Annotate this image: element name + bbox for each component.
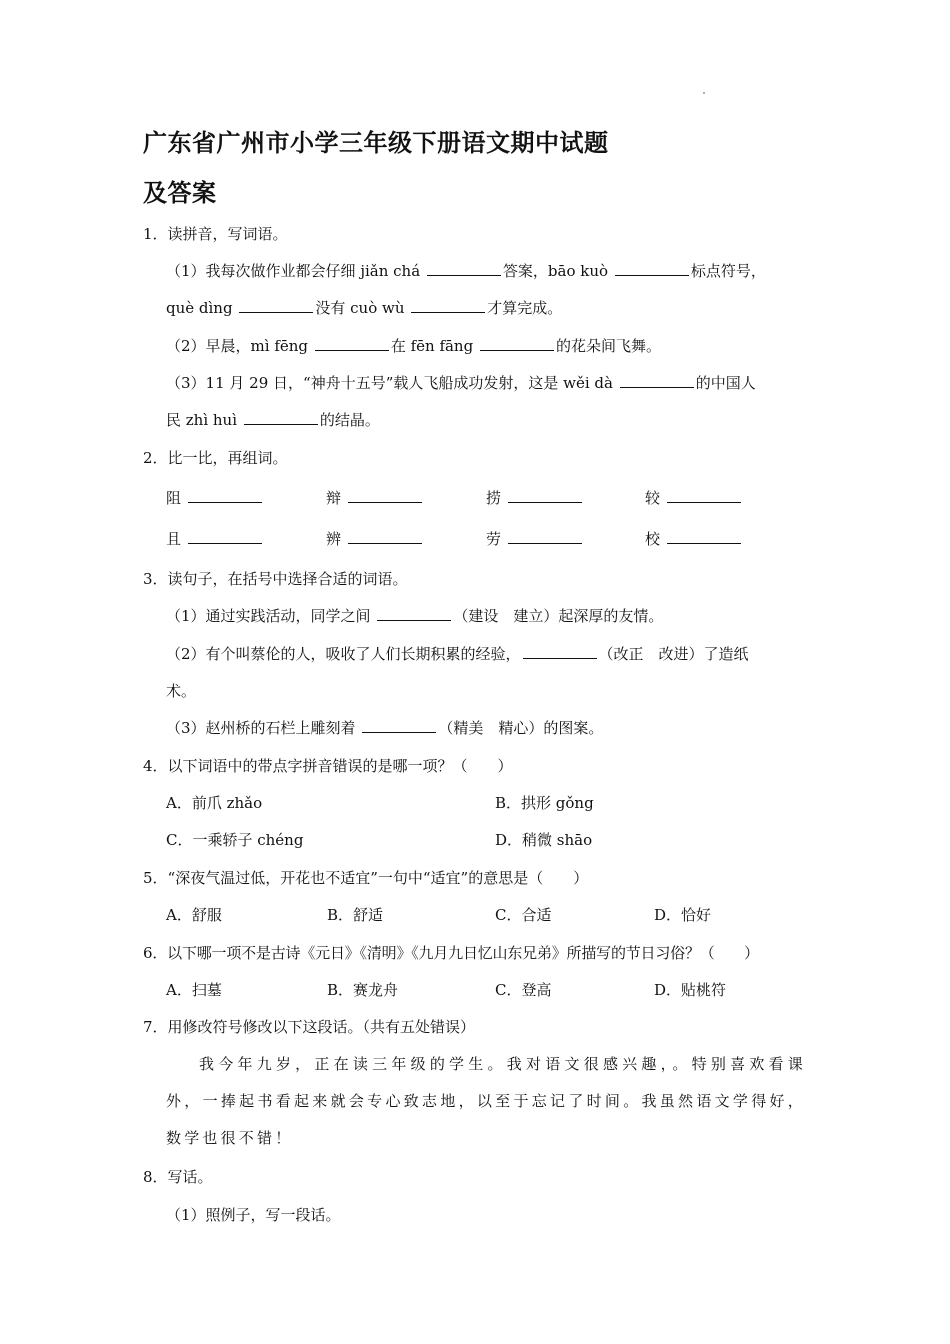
q2-item: 捞	[486, 488, 584, 508]
answer-blank[interactable]	[427, 261, 501, 276]
q3-sentence1: （1）通过实践活动，同学之间 （建设 建立）起深厚的友情。	[166, 607, 664, 625]
answer-blank[interactable]	[508, 529, 582, 544]
q2-item: 校	[645, 529, 743, 549]
answer-blank[interactable]	[480, 336, 554, 351]
q3-heading: 3．读句子，在括号中选择合适的词语。	[143, 570, 408, 588]
q2-heading: 2．比一比，再组词。	[143, 449, 288, 467]
page-title-line2: 及答案	[143, 179, 217, 207]
q6-option-b[interactable]: B．赛龙舟	[327, 981, 399, 999]
q3-sentence3: （3）赵州桥的石栏上雕刻着 （精美 精心）的图案。	[166, 719, 604, 737]
q1-part1-line2: què dìng 没有 cuò wù 才算完成。	[166, 299, 563, 317]
answer-blank[interactable]	[508, 488, 582, 503]
answer-blank[interactable]	[377, 606, 451, 621]
q4-option-c[interactable]: C．一乘轿子 chéng	[166, 831, 304, 849]
q1-part3-line1: （3）11 月 29 日，“神舟十五号”载人飞船成功发射，这是 wěi dà 的中国人	[166, 374, 756, 392]
q2-item: 且	[166, 529, 264, 549]
q7-heading: 7．用修改符号修改以下这段话。（共有五处错误）	[143, 1018, 476, 1036]
q2-item: 劳	[486, 529, 584, 549]
q4-option-d[interactable]: D．稍微 shāo	[495, 831, 593, 849]
page-mark	[703, 92, 705, 94]
q5-option-a[interactable]: A．舒服	[166, 906, 222, 924]
q1-heading: 1．读拼音，写词语。	[143, 225, 288, 243]
answer-blank[interactable]	[615, 261, 689, 276]
answer-blank[interactable]	[523, 644, 597, 659]
q5-heading: 5．“深夜气温过低，开花也不适宜”一句中“适宜”的意思是（ ）	[143, 869, 589, 887]
answer-blank[interactable]	[667, 488, 741, 503]
q6-heading: 6．以下哪一项不是古诗《元日》《清明》《九月九日忆山东兄弟》所描写的节日习俗？（ ）	[143, 944, 759, 962]
q6-option-a[interactable]: A．扫墓	[166, 981, 222, 999]
q6-option-d[interactable]: D．贴桃符	[654, 981, 727, 999]
page-title-line1: 广东省广州市小学三年级下册语文期中试题	[143, 129, 609, 157]
q1-part3-line2: 民 zhì huì 的结晶。	[166, 411, 380, 429]
q2-item: 辩	[326, 488, 424, 508]
answer-blank[interactable]	[348, 488, 422, 503]
answer-blank[interactable]	[620, 373, 694, 388]
q3-sentence2: （2）有个叫蔡伦的人，吸收了人们长期积累的经验， （改正 改进）了造纸	[166, 645, 749, 663]
q7-paragraph: 我今年九岁，正在读三年级的学生。我对语文很感兴趣，。特别喜欢看课外，一捧起书看起来就会专心致志地，以至于忘记了时间。我虽然语文学得好，数学也很不错！	[166, 1055, 806, 1147]
answer-blank[interactable]	[667, 529, 741, 544]
q2-item: 辨	[326, 529, 424, 549]
q4-heading: 4．以下词语中的带点字拼音错误的是哪一项？（ ）	[143, 757, 513, 775]
q3-sentence2-cont: 术。	[166, 682, 197, 700]
answer-blank[interactable]	[188, 529, 262, 544]
answer-blank[interactable]	[244, 410, 318, 425]
q4-option-a[interactable]: A．前爪 zhǎo	[166, 794, 263, 812]
q2-item: 较	[645, 488, 743, 508]
answer-blank[interactable]	[348, 529, 422, 544]
q4-option-b[interactable]: B．拱形 gǒng	[495, 794, 594, 812]
q2-item: 阻	[166, 488, 264, 508]
answer-blank[interactable]	[239, 298, 313, 313]
q1-part1-line1: （1）我每次做作业都会仔细 jiǎn chá 答案，bāo kuò 标点符号，	[166, 262, 766, 280]
answer-blank[interactable]	[315, 336, 389, 351]
q5-option-d[interactable]: D．恰好	[654, 906, 712, 924]
q8-heading: 8．写话。	[143, 1168, 213, 1186]
answer-blank[interactable]	[188, 488, 262, 503]
q8-subquestion: （1）照例子，写一段话。	[166, 1206, 341, 1224]
q5-option-b[interactable]: B．舒适	[327, 906, 384, 924]
q5-option-c[interactable]: C．合适	[495, 906, 552, 924]
answer-blank[interactable]	[362, 718, 436, 733]
q1-part2: （2）早晨，mì fēng 在 fēn fāng 的花朵间飞舞。	[166, 337, 661, 355]
q6-option-c[interactable]: C．登高	[495, 981, 552, 999]
answer-blank[interactable]	[411, 298, 485, 313]
